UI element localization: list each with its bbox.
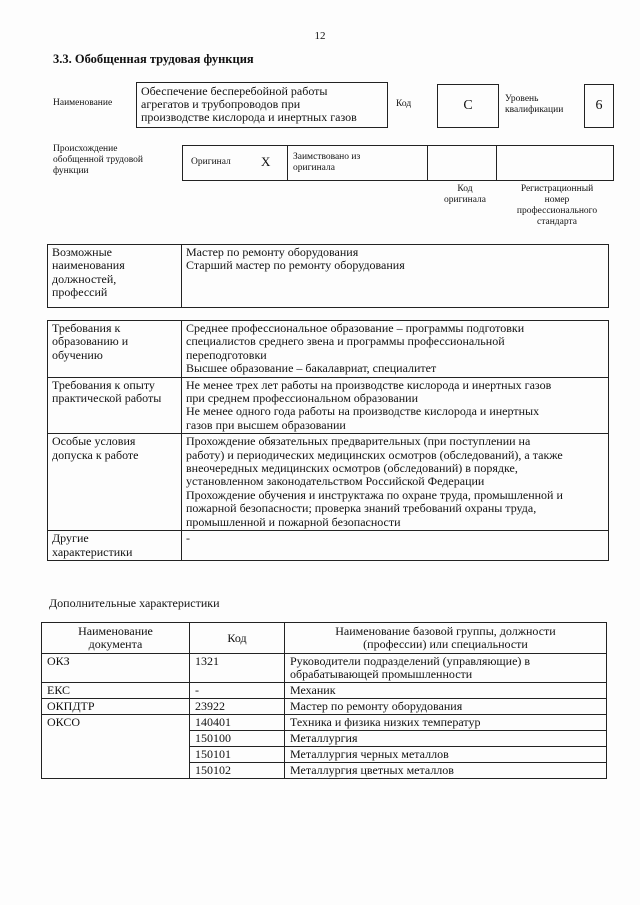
original-label: Оригинал (191, 157, 231, 167)
requirement-value-line: - (186, 531, 190, 546)
requirement-row (48, 321, 609, 378)
header-doc (42, 623, 190, 654)
section-title: 3.3. Обобщенная трудовая функция (53, 52, 254, 66)
header-line: (профессии) или специальности (363, 637, 528, 651)
requirement-value-line: специалистов среднего звена и программы профессиональной (186, 334, 505, 349)
positions-label-line: должностей, (52, 271, 117, 286)
level-label (505, 94, 563, 116)
requirement-row (48, 531, 609, 561)
requirement-label-line: образованию и (52, 334, 129, 349)
name-line: Механик (290, 683, 336, 697)
requirement-value-line: при среднем профессиональном образовании (186, 391, 418, 406)
origin-label-line: обобщенной трудовой (53, 155, 143, 165)
name-label: Наименование (53, 98, 113, 108)
borrowed-label-line: Заимствовано из (293, 152, 361, 162)
header-line: документа (88, 637, 143, 651)
function-name-box (136, 82, 388, 128)
borrowed-label-line: оригинала (293, 163, 335, 173)
header-name (285, 623, 607, 654)
code-cell: 1321 (190, 654, 285, 683)
name-cell (285, 731, 607, 747)
header-line: Код (227, 630, 247, 645)
level-value: 6 (584, 84, 614, 128)
requirement-value-line: промышленной и пожарной безопасности (186, 514, 401, 529)
requirement-label-line: обучению (52, 347, 103, 362)
requirement-label (48, 377, 182, 434)
requirement-row (48, 377, 609, 434)
requirement-label (48, 434, 182, 531)
table-row (42, 683, 607, 699)
positions-label (48, 245, 182, 308)
doc-cell: ОКЗ (42, 654, 190, 683)
name-line: Металлургия (290, 731, 358, 745)
table-row (42, 699, 607, 715)
position-value: Старший мастер по ремонту оборудования (186, 258, 405, 273)
code-cell: 140401 (190, 715, 285, 731)
requirement-label (48, 321, 182, 378)
requirement-value-line: Не менее трех лет работы на производстве кислорода и инертных газов (186, 377, 552, 392)
code-cell: 150101 (190, 747, 285, 763)
divider (427, 146, 428, 180)
requirement-value-line: Прохождение обязательных предварительных (при поступлении на (186, 434, 531, 449)
requirement-value-line: пожарной безопасности; проверка знаний требований охраны труда, (186, 501, 537, 516)
requirement-label-line: Особые условия (52, 434, 136, 449)
function-name-line: производстве кислорода и инертных газов (141, 110, 357, 124)
name-cell (285, 654, 607, 683)
positions-values (182, 245, 609, 308)
requirement-value-line: Не менее одного года работы на производстве кислорода и инертных (186, 404, 540, 419)
positions-table (47, 244, 609, 308)
origin-label-line: Происхождение (53, 144, 118, 154)
positions-label-line: наименования (52, 258, 125, 273)
level-label-line: Уровень (505, 94, 539, 104)
header-code (190, 623, 285, 654)
reg-caption-line: профессионального (516, 206, 598, 216)
function-name-line: Обеспечение бесперебойной работы (141, 84, 328, 98)
requirement-value (182, 377, 609, 434)
requirement-value-line: установленном законодательством Российской Федерации (186, 474, 485, 489)
requirement-value-line: Высшее образование – бакалавриат, специалитет (186, 361, 437, 376)
requirement-value-line: Прохождение обучения и инструктажа по охране труда, промышленной и (186, 487, 563, 502)
requirement-value-line: работу) и периодических медицинских осмотров (обследований), а также (186, 447, 563, 462)
borrowed-label (293, 152, 360, 174)
table-row (42, 715, 607, 731)
divider (496, 146, 497, 180)
requirement-value-line: Среднее профессиональное образование – программы подготовки (186, 321, 525, 335)
code-value: C (437, 84, 499, 128)
origin-box (182, 145, 614, 181)
name-line: Техника и физика низких температур (290, 715, 481, 729)
name-cell (285, 699, 607, 715)
requirement-label-line: Требования к (52, 321, 121, 335)
requirement-value-line: переподготовки (186, 347, 267, 362)
requirement-label-line: Требования к опыту (52, 377, 155, 392)
requirement-value (182, 321, 609, 378)
reg-caption-line: Регистрационный (520, 184, 594, 194)
requirement-label-line: характеристики (52, 544, 133, 559)
name-cell (285, 683, 607, 699)
reg-caption (505, 184, 609, 228)
name-line: Металлургия цветных металлов (290, 763, 454, 777)
name-cell (285, 747, 607, 763)
origin-label-line: функции (53, 166, 89, 176)
header-line: Наименование (78, 624, 153, 638)
requirements-table (47, 320, 609, 561)
position-value: Мастер по ремонту оборудования (186, 245, 359, 259)
code-cell: 23922 (190, 699, 285, 715)
doc-cell: ОКПДТР (42, 699, 190, 715)
name-cell (285, 715, 607, 731)
requirement-value-line: газов при высшем образовании (186, 417, 346, 432)
code-cell: - (190, 683, 285, 699)
divider (287, 146, 288, 180)
level-label-line: квалификации (505, 105, 564, 115)
positions-label-line: профессий (52, 285, 108, 300)
code-caption (425, 184, 505, 206)
code-cell: 150102 (190, 763, 285, 779)
header-line: Наименование базовой группы, должности (335, 624, 556, 638)
function-name-line: агрегатов и трубопроводов при (141, 97, 301, 111)
original-mark: X (261, 154, 271, 169)
requirement-label-line: практической работы (52, 391, 162, 406)
code-cell: 150100 (190, 731, 285, 747)
doc-cell: ЕКС (42, 683, 190, 699)
requirement-value (182, 531, 609, 561)
reg-caption-line: стандарта (537, 217, 577, 227)
doc-cell: ОКСО (42, 715, 190, 779)
name-line: обрабатывающей промышленности (290, 667, 473, 681)
reg-caption-line: номер (544, 195, 570, 205)
requirement-label (48, 531, 182, 561)
code-label: Код (396, 99, 412, 109)
requirement-label-line: Другие (52, 531, 89, 546)
code-caption-line: Код (457, 184, 473, 194)
origin-label (53, 144, 143, 177)
requirement-value (182, 434, 609, 531)
positions-label-line: Возможные (52, 245, 112, 259)
code-caption-line: оригинала (444, 195, 486, 205)
requirement-value-line: внеочередных медицинских осмотров (обследований) в порядке, (186, 461, 518, 476)
requirement-label-line: допуска к работе (52, 447, 139, 462)
table-row (42, 654, 607, 683)
page-number: 12 (314, 30, 326, 42)
extra-table (41, 622, 607, 779)
name-line: Металлургия черных металлов (290, 747, 449, 761)
extra-title: Дополнительные характеристики (49, 596, 220, 610)
name-line: Мастер по ремонту оборудования (290, 699, 463, 713)
requirement-row (48, 434, 609, 531)
name-line: Руководители подразделений (управляющие) в (290, 654, 531, 668)
name-cell (285, 763, 607, 779)
